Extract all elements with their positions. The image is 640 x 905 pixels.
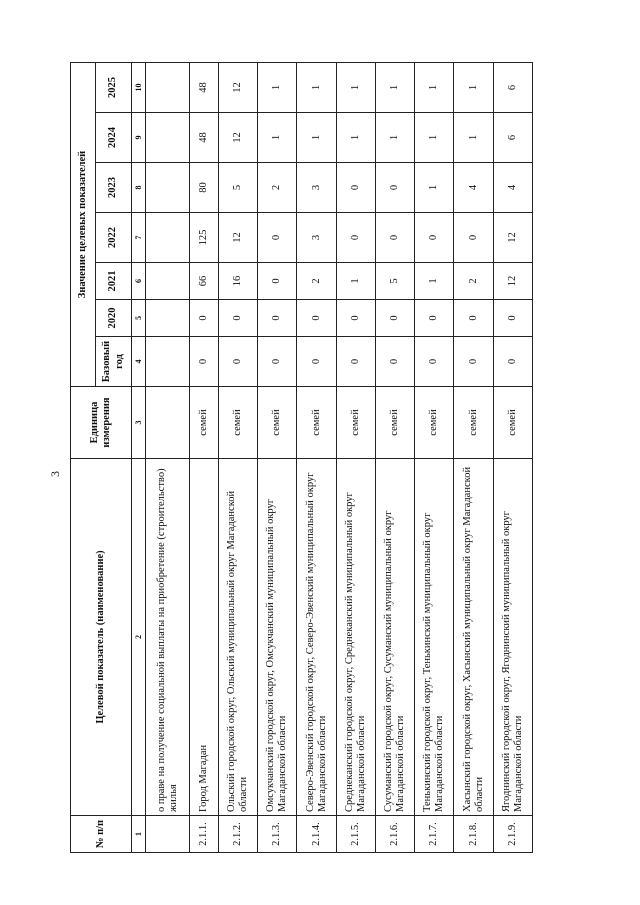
row-value: 0 [493,337,532,387]
column-index: 9 [132,113,146,163]
row-value: 5 [375,263,414,300]
row-value: 1 [415,263,454,300]
row-name: Тенькинский городской округ, Тенькинский муниципальный округ Магаданской области [415,459,454,816]
row-value: 0 [190,300,219,337]
table-row [258,62,297,852]
header-year: 2022 [96,213,132,263]
row-value: 0 [454,213,493,263]
row-name: Омсукчанский городской округ, Омсукчанский муниципальный округ Магаданской области [258,459,297,816]
row-unit: семей [258,387,297,459]
row-unit: семей [190,387,219,459]
row-number: 2.1.6. [375,816,414,853]
header-year: 2025 [96,62,132,112]
table-row [190,62,219,852]
column-index: 2 [132,459,146,816]
row-number: 2.1.1. [190,816,219,853]
row-value: 0 [297,337,336,387]
page-number: 3 [48,471,62,477]
table-row [493,62,532,852]
row-value: 1 [415,62,454,112]
row-unit: семей [493,387,532,459]
row-number: 2.1.8. [454,816,493,853]
row-value: 125 [190,213,219,263]
row-value: 2 [454,263,493,300]
column-index: 3 [132,387,146,459]
row-value: 0 [336,213,375,263]
row-value: 0 [336,300,375,337]
row-value: 0 [258,213,297,263]
column-index: 8 [132,163,146,213]
row-unit: семей [415,387,454,459]
row-value: 1 [297,113,336,163]
table-row [297,62,336,852]
row-value: 1 [336,62,375,112]
column-index: 1 [132,816,146,853]
header-year: 2020 [96,300,132,337]
row-value: 0 [454,337,493,387]
column-index: 10 [132,62,146,112]
row-value: 12 [493,213,532,263]
rotated-table-container [70,63,533,853]
row-value: 12 [218,62,257,112]
row-value: 0 [190,337,219,387]
row-value: 12 [218,213,257,263]
row-value: 0 [375,213,414,263]
table-row [454,62,493,852]
table-row [375,62,414,852]
row-value: 6 [493,113,532,163]
row-unit: семей [454,387,493,459]
row-value: 0 [375,300,414,337]
row-value: 0 [454,300,493,337]
column-index: 6 [132,263,146,300]
row-name: Хасынский городской округ, Хасынский муниципальный округ Магаданской области [454,459,493,816]
row-name: Город Магадан [190,459,219,816]
header-year: 2023 [96,163,132,213]
row-number: 2.1.9. [493,816,532,853]
table-row [415,62,454,852]
header-base-year: Базовый год [96,337,132,387]
row-value: 0 [218,337,257,387]
row-value: 4 [454,163,493,213]
row-number: 2.1.7. [415,816,454,853]
row-value: 12 [218,113,257,163]
row-value: 1 [297,62,336,112]
table-row [218,62,257,852]
row-value: 3 [297,163,336,213]
row-value: 0 [297,300,336,337]
header-indicator: Целевой показатель (наименование) [71,459,132,816]
subheader-text: о праве на получение социальной выплаты на приобретение (строительство) жилья [145,459,190,816]
row-value: 0 [258,263,297,300]
row-value: 48 [190,113,219,163]
row-unit: семей [218,387,257,459]
row-name: Северо-Эвенский городской округ, Северо-Эвенский муниципальный округ Магаданской области [297,459,336,816]
row-value: 0 [493,300,532,337]
row-value: 0 [336,163,375,213]
target-indicators-table [70,62,533,853]
row-value: 5 [218,163,257,213]
header-target-values: Значение целевых показателей [71,62,96,386]
row-value: 1 [336,113,375,163]
column-index: 4 [132,337,146,387]
row-value: 0 [258,337,297,387]
row-unit: семей [297,387,336,459]
row-value: 6 [493,62,532,112]
row-value: 1 [454,62,493,112]
header-unit: Единица измерения [71,387,132,459]
row-name: Среднеканский городской округ, Среднеканский муниципальный округ Магаданской области [336,459,375,816]
row-value: 0 [415,337,454,387]
row-value: 0 [218,300,257,337]
row-value: 1 [258,62,297,112]
header-no: № п/п [71,816,132,853]
row-value: 1 [336,263,375,300]
header-year: 2021 [96,263,132,300]
row-name: Ягоднинский городской округ, Ягоднинский муниципальный округ Магаданской области [493,459,532,816]
row-value: 3 [297,213,336,263]
row-value: 0 [258,300,297,337]
row-value: 0 [415,300,454,337]
row-unit: семей [336,387,375,459]
row-value: 2 [258,163,297,213]
subheader-row [145,62,190,852]
row-number: 2.1.5. [336,816,375,853]
header-year: 2024 [96,113,132,163]
row-value: 1 [375,62,414,112]
row-value: 12 [493,263,532,300]
row-value: 0 [336,337,375,387]
row-value: 80 [190,163,219,213]
row-name: Сусуманский городской округ, Сусуманский муниципальный округ Магаданской области [375,459,414,816]
row-value: 1 [415,163,454,213]
row-value: 1 [375,113,414,163]
row-number: 2.1.2. [218,816,257,853]
row-value: 48 [190,62,219,112]
row-value: 0 [415,213,454,263]
row-value: 0 [375,163,414,213]
row-value: 1 [415,113,454,163]
column-index: 7 [132,213,146,263]
column-index: 5 [132,300,146,337]
row-number: 2.1.4. [297,816,336,853]
row-value: 16 [218,263,257,300]
row-value: 4 [493,163,532,213]
row-unit: семей [375,387,414,459]
row-number: 2.1.3. [258,816,297,853]
row-value: 0 [375,337,414,387]
table-row [336,62,375,852]
row-value: 2 [297,263,336,300]
column-index-row [132,62,146,852]
row-value: 1 [258,113,297,163]
data-rows [190,62,533,852]
row-value: 1 [454,113,493,163]
row-value: 66 [190,263,219,300]
row-name: Ольский городской округ, Ольский муниципальный округ Магаданской области [218,459,257,816]
